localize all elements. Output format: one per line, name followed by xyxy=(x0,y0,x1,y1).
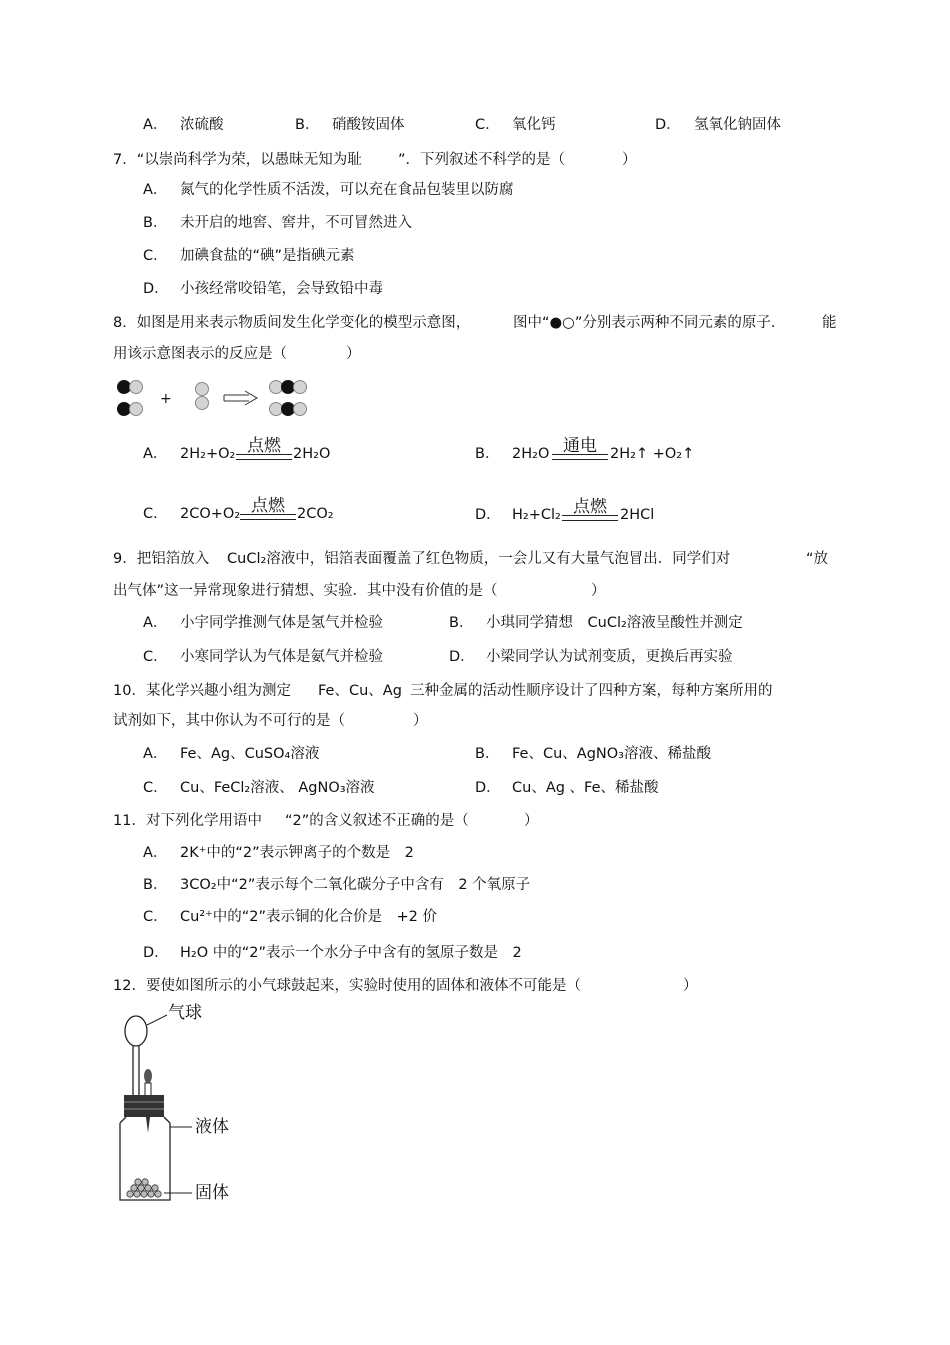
q7-stem-end: ） xyxy=(622,152,637,168)
q10-stem: 10．某化学兴趣小组为测定 xyxy=(113,683,291,699)
q9-option-c-text: 小寒同学认为气体是氨气并检验 xyxy=(180,649,383,665)
q9-option-b-text: 小琪同学猜想 CuCl₂溶液呈酸性并测定 xyxy=(486,615,743,631)
balloon-apparatus-figure xyxy=(112,1003,262,1208)
reaction-arrow-icon xyxy=(223,390,259,406)
q11-option-d-letter: D． xyxy=(143,945,169,961)
q8-stem-line2-end: ） xyxy=(346,346,361,362)
q12-stem: 12．要使如图所示的小气球鼓起来，实验时使用的固体和液体不可能是（ xyxy=(113,978,581,994)
q8-option-b-letter: B． xyxy=(475,446,500,462)
q8-option-c-letter: C． xyxy=(143,506,168,522)
q6-option-d-text: 氢氧化钠固体 xyxy=(694,117,781,133)
atom-light xyxy=(195,382,209,396)
q11-stem: 11．对下列化学用语中 xyxy=(113,813,262,829)
q7-option-d-letter: D． xyxy=(143,281,169,297)
q8-option-d-products: 2HCl xyxy=(620,507,655,523)
q10-option-b-text: Fe、Cu、AgNO₃溶液、稀盐酸 xyxy=(512,746,711,762)
q7-stem-cont: ”．下列叙述不科学的是（ xyxy=(398,152,566,168)
q8-option-a-reactants: 2H₂+O₂ xyxy=(180,446,236,462)
q8-stem-end: 能 xyxy=(822,315,837,331)
q11-stem-cont: “2”的含义叙述不正确的是（ xyxy=(285,813,469,829)
q8-option-a-equals xyxy=(236,436,292,459)
q9-option-d-text: 小梁同学认为试剂变质，更换后再实验 xyxy=(486,649,733,665)
q6-option-b-letter: B． xyxy=(295,117,320,133)
double-line xyxy=(562,515,618,521)
q9-stem-line2-end: ） xyxy=(591,583,606,599)
q11-option-c-letter: C． xyxy=(143,909,168,925)
q9-option-a-letter: A． xyxy=(143,615,168,631)
q10-option-a-text: Fe、Ag、CuSO₄溶液 xyxy=(180,746,320,762)
q12-stem-end: ） xyxy=(683,978,698,994)
q10-stem-line2-end: ） xyxy=(413,713,428,729)
q10-stem-metals: Fe、Cu、Ag xyxy=(318,683,402,699)
q6-option-a-letter: A． xyxy=(143,117,168,133)
q9-stem-end: “放 xyxy=(806,551,829,567)
q10-stem-line2: 试剂如下，其中你认为不可行的是（ xyxy=(113,713,345,729)
q8-option-b-condition: 通电 xyxy=(563,436,597,456)
double-line xyxy=(240,514,296,520)
q9-option-d-letter: D． xyxy=(449,649,475,665)
q8-option-d-letter: D． xyxy=(475,507,501,523)
atom-light xyxy=(195,396,209,410)
q8-option-d-equals xyxy=(562,497,618,520)
solid-label: 固体 xyxy=(195,1183,229,1203)
q9-stem-line2: 出气体”这一异常现象进行猜想、实验．其中没有价值的是（ xyxy=(113,583,498,599)
q10-option-d-letter: D． xyxy=(475,780,501,796)
q7-option-b-text: 未开启的地窖、窖井，不可冒然进入 xyxy=(180,215,412,231)
q11-option-b-text: 3CO₂中“2”表示每个二氧化碳分子中含有 2 个氧原子 xyxy=(180,877,531,893)
q9-stem-cont: CuCl₂溶液中，铝箔表面覆盖了红色物质，一会儿又有大量气泡冒出．同学们对 xyxy=(227,551,731,567)
q7-option-a-text: 氮气的化学性质不活泼，可以充在食品包装里以防腐 xyxy=(180,182,514,198)
q8-option-c-condition: 点燃 xyxy=(251,496,285,516)
q6-option-a-text: 浓硫酸 xyxy=(180,117,224,133)
q7-option-c-letter: C． xyxy=(143,248,168,264)
q8-stem-line2: 用该示意图表示的反应是（ xyxy=(113,346,287,362)
atom-light xyxy=(293,380,307,394)
q8-option-c-reactants: 2CO+O₂ xyxy=(180,506,241,522)
q11-option-a-letter: A． xyxy=(143,845,168,861)
balloon-label: 气球 xyxy=(168,1003,202,1023)
double-line xyxy=(236,454,292,460)
q8-option-a-letter: A． xyxy=(143,446,168,462)
q10-option-a-letter: A． xyxy=(143,746,168,762)
atom-light xyxy=(129,402,143,416)
q8-option-b-products: 2H₂↑ +O₂↑ xyxy=(610,446,695,462)
atom-light xyxy=(129,380,143,394)
q10-option-d-text: Cu、Ag 、Fe、稀盐酸 xyxy=(512,780,659,796)
q9-option-c-letter: C． xyxy=(143,649,168,665)
q11-stem-end: ） xyxy=(524,813,539,829)
q8-option-a-condition: 点燃 xyxy=(247,436,281,456)
q8-option-b-equals xyxy=(552,436,608,459)
q9-option-b-letter: B． xyxy=(449,615,474,631)
q11-option-b-letter: B． xyxy=(143,877,168,893)
q7-option-c-text: 加碘食盐的“碘”是指碘元素 xyxy=(180,248,355,264)
q11-option-a-text: 2K⁺中的“2”表示钾离子的个数是 2 xyxy=(180,845,414,861)
q6-option-c-text: 氧化钙 xyxy=(512,117,556,133)
q9-option-a-text: 小宇同学推测气体是氢气并检验 xyxy=(180,615,383,631)
q10-option-c-letter: C． xyxy=(143,780,168,796)
q11-option-c-text: Cu²⁺中的“2”表示铜的化合价是 +2 价 xyxy=(180,909,438,925)
q6-option-b-text: 硝酸铵固体 xyxy=(332,117,405,133)
atom-light xyxy=(293,402,307,416)
q11-option-d-text: H₂O 中的“2”表示一个水分子中含有的氢原子数是 2 xyxy=(180,945,522,961)
q6-option-d-letter: D． xyxy=(655,117,681,133)
q10-option-c-text: Cu、FeCl₂溶液、 AgNO₃溶液 xyxy=(180,780,375,796)
q8-stem: 8．如图是用来表示物质间发生化学变化的模型示意图， xyxy=(113,315,471,331)
q10-stem-cont: 三种金属的活动性顺序设计了四种方案，每种方案所用的 xyxy=(410,683,773,699)
double-line xyxy=(552,454,608,460)
q8-option-c-equals xyxy=(240,496,296,519)
q8-option-a-products: 2H₂O xyxy=(293,446,331,462)
q8-option-d-reactants: H₂+Cl₂ xyxy=(512,507,561,523)
q8-stem-cont: 图中“●○”分别表示两种不同元素的原子． xyxy=(513,315,786,331)
q7-option-a-letter: A． xyxy=(143,182,168,198)
plus-sign: + xyxy=(160,391,172,407)
q7-option-d-text: 小孩经常咬铅笔，会导致铅中毒 xyxy=(180,281,383,297)
q7-stem: 7．“以崇尚科学为荣，以愚昧无知为耻 xyxy=(113,152,362,168)
q8-option-c-products: 2CO₂ xyxy=(297,506,334,522)
q6-option-c-letter: C． xyxy=(475,117,500,133)
reaction-model-diagram xyxy=(115,378,325,420)
q9-stem: 9．把铝箔放入 xyxy=(113,551,210,567)
apparatus-drawing xyxy=(112,1003,262,1208)
q10-option-b-letter: B． xyxy=(475,746,500,762)
liquid-label: 液体 xyxy=(195,1117,229,1137)
q8-option-d-condition: 点燃 xyxy=(573,497,607,517)
q8-option-b-reactants: 2H₂O xyxy=(512,446,550,462)
q7-option-b-letter: B． xyxy=(143,215,168,231)
